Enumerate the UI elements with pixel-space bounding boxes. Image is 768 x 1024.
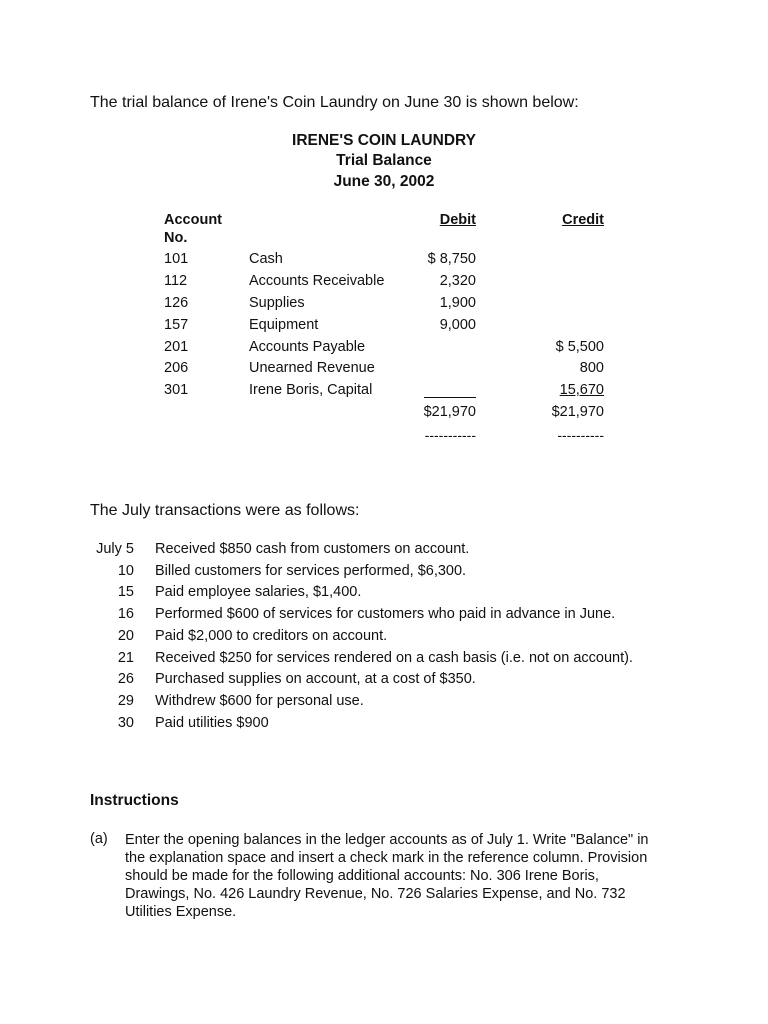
transaction-text: Received $850 cash from customers on account.: [155, 541, 470, 557]
col-credit-header: [538, 212, 604, 228]
row-account-name: Accounts Payable: [249, 339, 366, 355]
transaction-text: Performed $600 of services for customers who paid in advance in June.: [155, 606, 616, 622]
row-account-no: 101: [164, 251, 189, 267]
transaction-date: 10: [117, 563, 134, 579]
instruction-text: Enter the opening balances in the ledger accounts as of July 1. Write "Balance" in the explanation space and insert a check mark in the reference column. Provision should be made for the following additional accounts: No. 306 Irene Boris, Drawings, No. 426 Laundry Revenue, No. 726 Salaries Expense, and No. 732 Utilities Expense.: [125, 832, 649, 920]
col-credit-label: Credit: [562, 212, 604, 228]
row-debit: 9,000: [439, 317, 476, 333]
transaction-text: Paid employee salaries, $1,400.: [155, 584, 362, 600]
intro-text: The trial balance of Irene's Coin Laundry on June 30 is shown below:: [90, 94, 579, 111]
debit-double-rule: -----------: [424, 427, 476, 443]
row-account-no: 301: [164, 382, 189, 398]
row-credit: $ 5,500: [555, 339, 604, 355]
col-account-label: Account: [164, 212, 222, 228]
row-account-no: 112: [164, 273, 188, 289]
statement-title: Trial Balance: [336, 152, 432, 169]
transaction-text: Paid $2,000 to creditors on account.: [155, 628, 388, 644]
statement-date: June 30, 2002: [333, 173, 435, 190]
transactions-intro: The July transactions were as follows:: [90, 502, 360, 519]
transaction-text: Billed customers for services performed, $6,300.: [155, 563, 467, 579]
row-account-name: Accounts Receivable: [249, 273, 385, 289]
transaction-text: Purchased supplies on account, at a cost of $350.: [155, 671, 476, 687]
transaction-date: 30: [117, 715, 134, 731]
row-debit: $ 8,750: [427, 251, 476, 267]
row-credit: 800: [579, 360, 604, 376]
transaction-date: 16: [117, 606, 134, 622]
col-account-no-label: No.: [164, 230, 188, 246]
transaction-text: Paid utilities $900: [155, 715, 269, 731]
row-account-name: Irene Boris, Capital: [249, 382, 373, 398]
row-account-no: 157: [164, 317, 189, 333]
total-credit: $21,970: [551, 404, 604, 420]
transaction-text: Received $250 for services rendered on a cash basis (i.e. not on account).: [155, 650, 633, 666]
instructions-title: Instructions: [90, 792, 179, 809]
credit-double-rule: ----------: [557, 427, 604, 443]
transaction-date: 29: [117, 693, 134, 709]
row-account-name: Cash: [249, 251, 283, 267]
total-debit: $21,970: [423, 404, 476, 420]
row-debit: 1,900: [439, 295, 476, 311]
debit-subtotal-rule: [424, 397, 476, 398]
company-name: IRENE'S COIN LAUNDRY: [292, 132, 476, 149]
row-account-name: Unearned Revenue: [249, 360, 375, 376]
row-credit: 15,670: [559, 382, 604, 398]
transaction-date: 26: [117, 671, 134, 687]
transaction-date: July 5: [96, 541, 134, 557]
instruction-label: (a): [90, 831, 108, 847]
row-account-no: 126: [164, 295, 189, 311]
row-debit: 2,320: [439, 273, 476, 289]
transaction-date: 20: [117, 628, 134, 644]
row-account-no: 206: [164, 360, 189, 376]
col-debit-header: [416, 212, 476, 228]
row-account-name: Supplies: [249, 295, 305, 311]
transaction-text: Withdrew $600 for personal use.: [155, 693, 364, 709]
transaction-date: 15: [117, 584, 134, 600]
col-debit-label: Debit: [439, 212, 476, 228]
transaction-date: 21: [117, 650, 134, 666]
row-account-no: 201: [164, 339, 189, 355]
row-account-name: Equipment: [249, 317, 319, 333]
